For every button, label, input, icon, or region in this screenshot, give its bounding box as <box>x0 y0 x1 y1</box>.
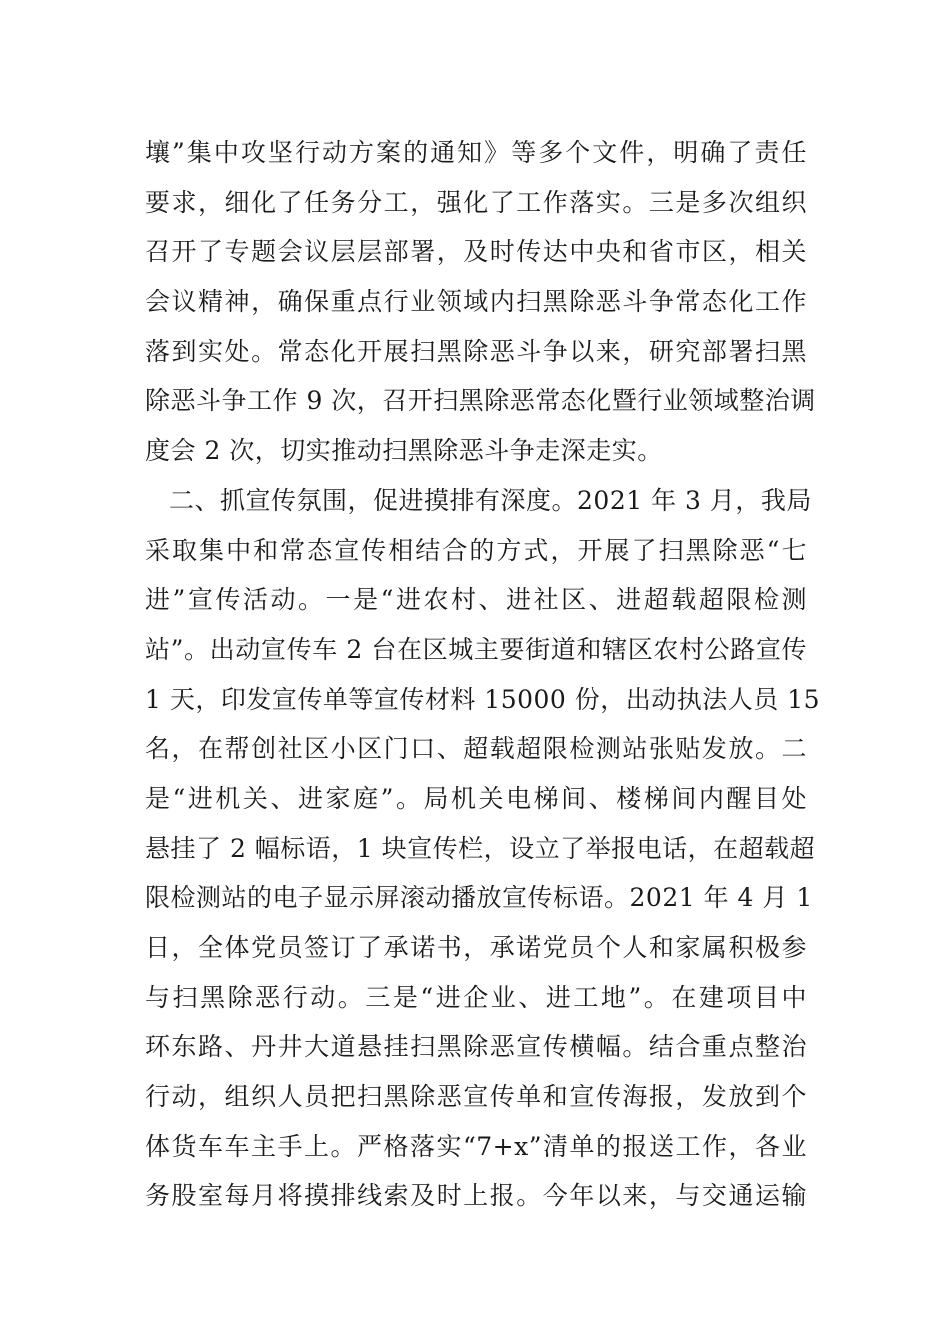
text-line: 站”。出动宣传车 2 台在区城主要街道和辖区农村公路宣传 <box>145 634 807 664</box>
text-line: 与扫黑除恶行动。三是“进企业、进工地”。在建项目中 <box>145 982 807 1012</box>
text-line: 1 天，印发宣传单等宣传材料 15000 份，出动执法人员 15 <box>145 684 821 714</box>
text-line: 度会 2 次，切实推动扫黑除恶斗争走深走实。 <box>145 436 663 466</box>
text-line: 壤”集中攻坚行动方案的通知》等多个文件，明确了责任 <box>145 138 807 167</box>
text-line: 除恶斗争工作 9 次，召开扫黑除恶常态化暨行业领域整治调 <box>145 386 816 416</box>
text-line: 会议精神，确保重点行业领域内扫黑除恶斗争常态化工作 <box>145 287 807 317</box>
text-line: 限检测站的电子显示屏滚动播放宣传标语。2021 年 4 月 1 <box>145 883 813 913</box>
text-line: 进”宣传活动。一是“进农村、进社区、进超载超限检测 <box>145 585 807 615</box>
body-text <box>145 128 821 1221</box>
text-line: 悬挂了 2 幅标语，1 块宣传栏，设立了举报电话，在超载超 <box>145 833 816 863</box>
text-line: 落到实处。常态化开展扫黑除恶斗争以来，研究部署扫黑 <box>145 336 807 366</box>
text-line: 名，在帮创社区小区门口、超载超限检测站张贴发放。二 <box>145 734 807 764</box>
paragraph-start-line: 二、抓宣传氛围，促进摸排有深度。2021 年 3 月，我局 <box>169 485 812 515</box>
text-line: 要求，细化了任务分工，强化了工作落实。三是多次组织 <box>145 187 807 217</box>
text-line: 日，全体党员签订了承诺书，承诺党员个人和家属积极参 <box>145 933 807 962</box>
text-line: 环东路、丹井大道悬挂扫黑除恶宣传横幅。结合重点整治 <box>145 1032 807 1062</box>
text-line: 是“进机关、进家庭”。局机关电梯间、楼梯间内醒目处 <box>145 783 807 813</box>
text-line: 采取集中和常态宣传相结合的方式，开展了扫黑除恶“七 <box>145 535 807 565</box>
text-line: 召开了专题会议层层部署，及时传达中央和省市区，相关 <box>145 237 807 267</box>
text-line: 务股室每月将摸排线索及时上报。今年以来，与交通运输 <box>145 1181 807 1211</box>
text-line: 体货车车主手上。严格落实“7+x”清单的报送工作，各业 <box>145 1131 807 1161</box>
text-line: 行动，组织人员把扫黑除恶宣传单和宣传海报，发放到个 <box>145 1082 807 1112</box>
